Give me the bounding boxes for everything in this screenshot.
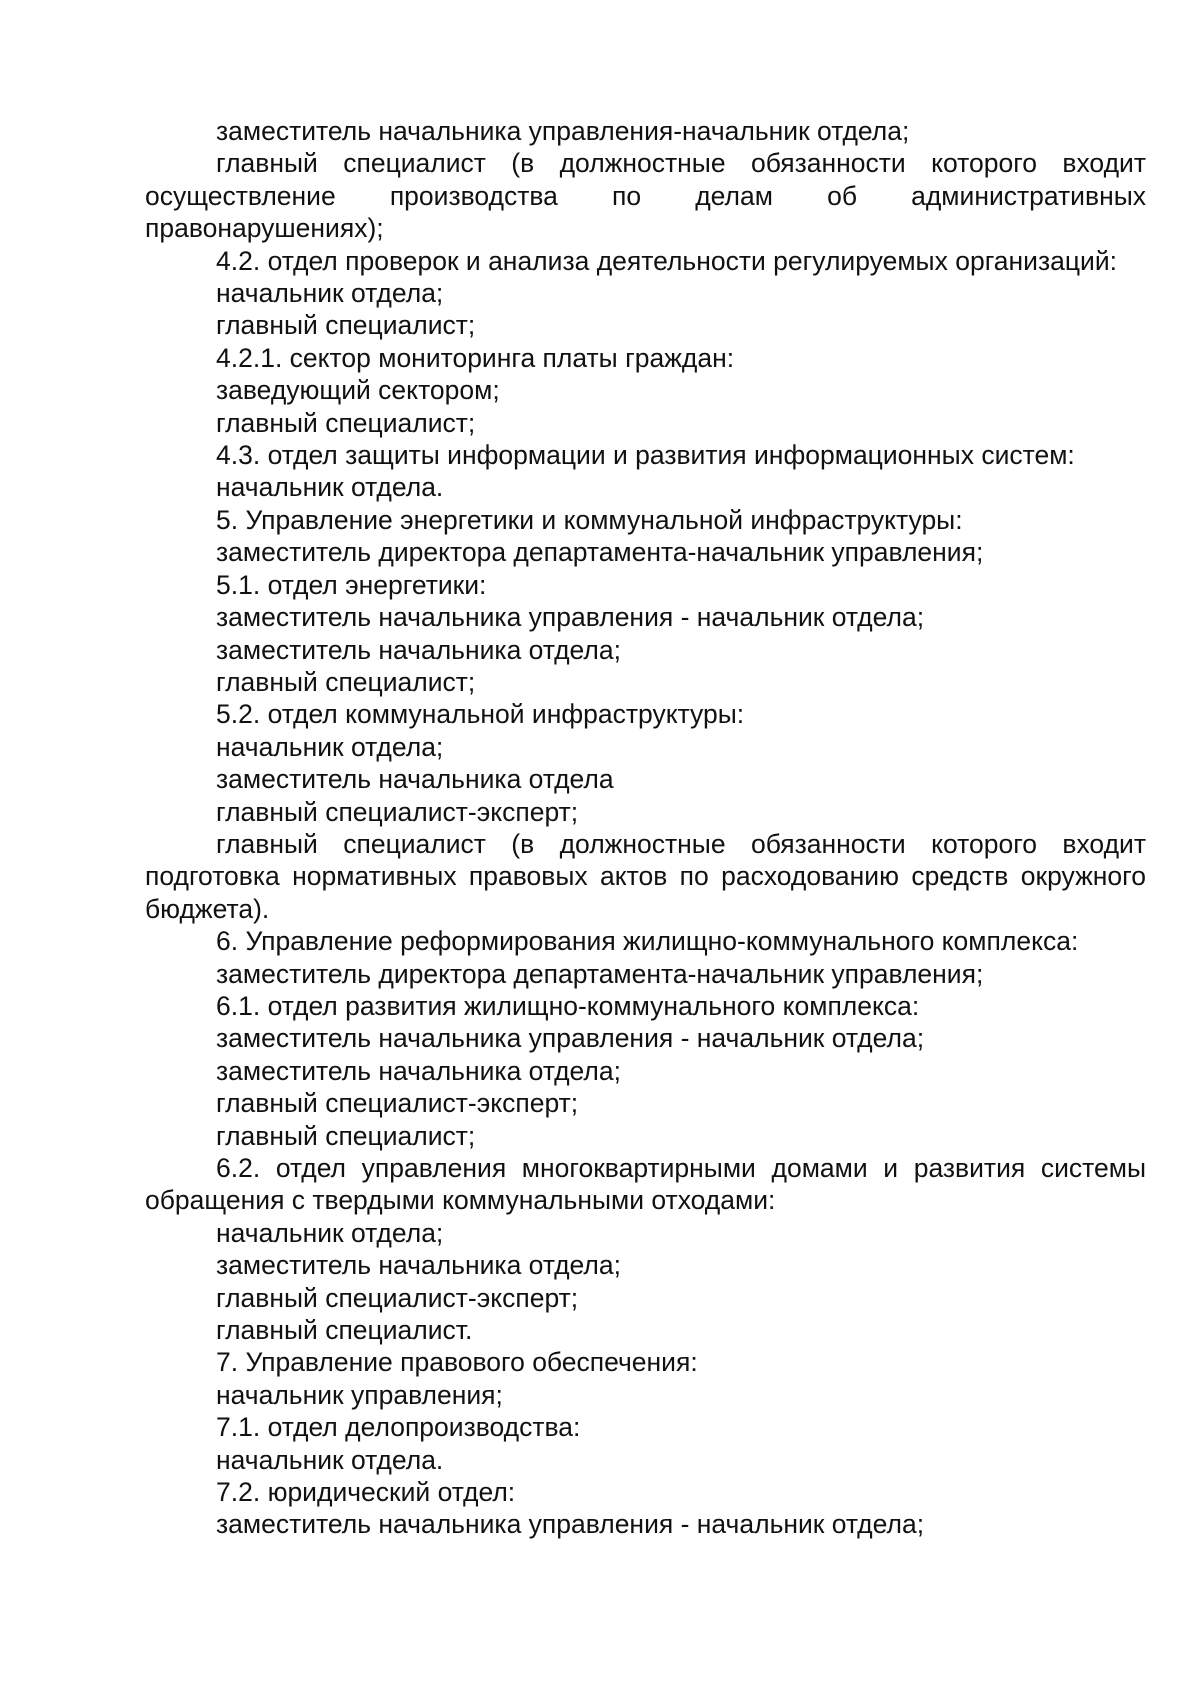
paragraph: начальник отдела; [216,1217,444,1248]
paragraph: начальник отдела; [216,278,444,309]
paragraph: 6. Управление реформирования жилищно-коммунального комплекса: [216,926,1079,957]
paragraph: 4.2. отдел проверок и анализа деятельности регулируемых организаций: [216,245,1117,276]
paragraph: заведующий сектором; [216,375,500,406]
paragraph: заместитель начальника управления - начальник отдела; [216,602,925,633]
paragraph: 4.2.1. сектор мониторинга платы граждан: [216,342,735,373]
paragraph: заместитель директора департамента-начальник управления; [216,537,984,568]
paragraph: 5.2. отдел коммунальной инфраструктуры: [216,699,745,730]
paragraph: 6.2. отдел управления многоквартирными домами и развития системы обращения с твердыми коммунальными отходами: [145,1153,1146,1216]
paragraph: заместитель начальника отдела; [216,634,621,665]
paragraph: заместитель начальника отдела [216,764,614,795]
paragraph: заместитель начальника отдела; [216,1250,621,1281]
paragraph: главный специалист; [216,310,476,341]
paragraph: 7.2. юридический отдел: [216,1477,516,1508]
paragraph: главный специалист-эксперт; [216,1282,579,1313]
paragraph: заместитель начальника управления - начальник отдела; [216,1023,925,1054]
paragraph: начальник отдела. [216,472,444,503]
paragraph: 7. Управление правового обеспечения: [216,1347,698,1378]
paragraph: главный специалист; [216,1120,476,1151]
paragraph: заместитель начальника управления-начальник отдела; [216,116,910,146]
paragraph: главный специалист; [216,407,476,438]
paragraph: начальник отдела. [216,1444,444,1475]
paragraph: начальник управления; [216,1379,503,1410]
paragraph: начальник отдела; [216,731,444,762]
paragraph: 7.1. отдел делопроизводства: [216,1412,581,1443]
paragraph: главный специалист (в должностные обязанности которого входит осуществление производства по делам об административных правонарушениях); [145,148,1146,244]
paragraph: главный специалист (в должностные обязанности которого входит подготовка нормативных правовых актов по расходованию средств окружного бюджета). [145,828,1146,924]
paragraph: 6.1. отдел развития жилищно-коммунального комплекса: [216,990,920,1021]
paragraph: заместитель директора департамента-начальник управления; [216,958,984,989]
paragraph: заместитель начальника управления - начальник отдела; [216,1509,925,1540]
paragraph: 5. Управление энергетики и коммунальной инфраструктуры: [216,504,963,535]
document-body [145,115,1146,1541]
paragraph: главный специалист. [216,1315,473,1346]
paragraph: главный специалист; [216,666,476,697]
paragraph: 4.3. отдел защиты информации и развития информационных систем: [216,440,1075,471]
paragraph: 5.1. отдел энергетики: [216,569,487,600]
paragraph: заместитель начальника отдела; [216,1055,621,1086]
paragraph: главный специалист-эксперт; [216,796,579,827]
paragraph: главный специалист-эксперт; [216,1088,579,1119]
